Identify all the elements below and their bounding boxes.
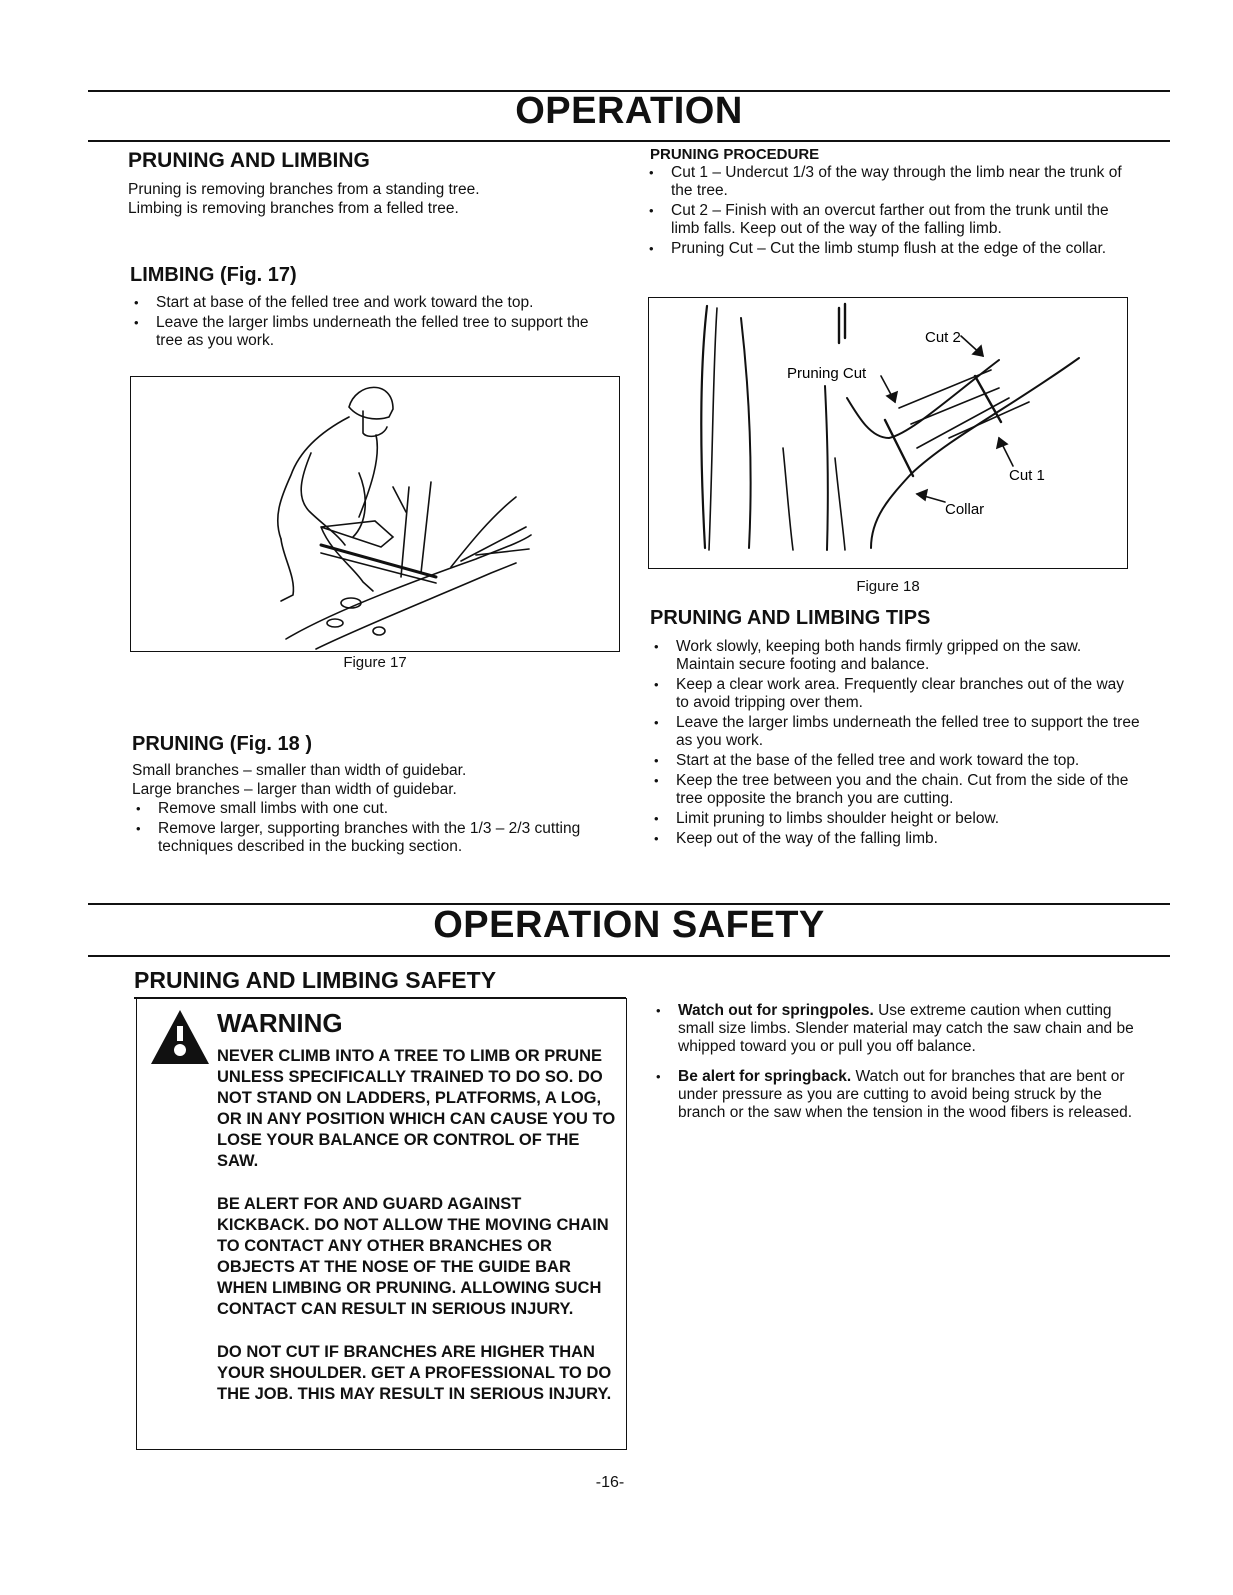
pruning-limbing-definitions (128, 180, 608, 218)
list-item: • Keep the tree between you and the chain. Cut from the side of the tree opposite the branch you are cutting. (650, 772, 1140, 808)
list-item: • Keep a clear work area. Frequently clear branches out of the way to avoid tripping over them. (650, 676, 1140, 712)
figure-17-caption: Figure 17 (343, 654, 407, 671)
warning-paragraph: DO NOT CUT IF BRANCHES ARE HIGHER THAN YOUR SHOULDER. GET A PROFESSIONAL TO DO THE JOB. THIS MAY RESULT IN SERIOUS INJURY. (217, 1343, 612, 1403)
operation-safety-title: OPERATION SAFETY (433, 904, 825, 946)
warning-label: WARNING (217, 1008, 343, 1038)
pruning-bullets (132, 800, 632, 858)
warning-icon (149, 1008, 211, 1066)
collar-label: Collar (945, 501, 985, 518)
figure-18-caption: Figure 18 (856, 578, 920, 595)
springback-text: Watch out for branches that are bent or under pressure as you are cutting to avoid being struck by the branch or the saw when the tension in the wood fibers is released. (678, 1068, 1133, 1121)
list-item (652, 1068, 1142, 1122)
springpoles-lead: Watch out for springpoles. (678, 1002, 874, 1019)
warning-paragraph: BE ALERT FOR AND GUARD AGAINST KICKBACK. DO NOT ALLOW THE MOVING CHAIN TO CONTACT ANY OTHER BRANCHES OR OBJECTS AT THE NOSE OF THE GUIDE BAR WHEN LIMBING OR PRUNING. ALLOWING SUCH CONTACT CAN RESULT IN SERIOUS INJURY. (217, 1195, 609, 1318)
limbing-heading: LIMBING (Fig. 17) (130, 264, 297, 286)
safety-bullets (652, 1002, 1142, 1124)
list-item: • Remove small limbs with one cut. (132, 800, 632, 818)
list-item: • Start at base of the felled tree and work toward the top. (130, 294, 630, 312)
cut-1-label: Cut 1 (1009, 467, 1045, 484)
safety-rule (88, 955, 1170, 957)
page-number: -16- (595, 1474, 625, 1491)
list-item: • Cut 2 – Finish with an overcut farther out from the trunk until the limb falls. Keep out of the way of the falling limb. (645, 202, 1135, 238)
pruning-cut-label: Pruning Cut (787, 365, 867, 382)
list-item: • Cut 1 – Undercut 1/3 of the way through the limb near the trunk of the tree. (645, 164, 1135, 200)
list-item: • Leave the larger limbs underneath the felled tree to support the tree as you work. (650, 714, 1140, 750)
warning-text (217, 1046, 617, 1427)
figure-17 (130, 376, 620, 652)
chainsaw-limbing-illustration (131, 377, 619, 651)
cut-2-label: Cut 2 (925, 329, 961, 346)
warning-paragraph: NEVER CLIMB INTO A TREE TO LIMB OR PRUNE UNLESS SPECIFICALLY TRAINED TO DO SO. DO NOT STAND ON LADDERS, PLATFORMS, A LOG, OR IN ANY POSITION WHICH CAN CAUSE YOU TO LOSE YOUR BALANCE OR CONTROL OF THE SAW. (217, 1047, 616, 1170)
pruning-heading: PRUNING (Fig. 18 ) (132, 733, 313, 755)
tips-bullets (650, 638, 1140, 850)
springback-lead: Be alert for springback. (678, 1068, 852, 1085)
springpoles-text: Use extreme caution when cutting small size limbs. Slender material may catch the saw chain and be whipped toward you or pull you off balance. (678, 1002, 1134, 1055)
tips-heading: PRUNING AND LIMBING TIPS (650, 607, 931, 629)
safety-heading: PRUNING AND LIMBING SAFETY (134, 967, 497, 993)
list-item: • Keep out of the way of the falling limb. (650, 830, 1140, 848)
pruning-definition: Pruning is removing branches from a standing tree. (128, 181, 480, 198)
pruning-procedure-heading: PRUNING PROCEDURE (650, 146, 820, 163)
figure-18 (648, 297, 1128, 569)
list-item: • Leave the larger limbs underneath the felled tree to support the tree as you work. (130, 314, 616, 350)
small-branches-text: Small branches – smaller than width of guidebar. (132, 762, 467, 779)
pruning-branch-sizes (132, 761, 632, 799)
list-item: • Limit pruning to limbs shoulder height or below. (650, 810, 1140, 828)
warning-box (136, 998, 627, 1450)
pruning-procedure-bullets (645, 164, 1135, 260)
large-branches-text: Large branches – larger than width of guidebar. (132, 781, 457, 798)
list-item: • Start at the base of the felled tree and work toward the top. (650, 752, 1140, 770)
limbing-definition: Limbing is removing branches from a felled tree. (128, 200, 459, 217)
pruning-limbing-heading: PRUNING AND LIMBING (128, 149, 370, 172)
operation-rule (88, 140, 1170, 142)
list-item: • Work slowly, keeping both hands firmly gripped on the saw. Maintain secure footing and balance. (650, 638, 1140, 674)
list-item (652, 1002, 1142, 1056)
pruning-cuts-illustration (649, 298, 1127, 568)
list-item: • Pruning Cut – Cut the limb stump flush at the edge of the collar. (645, 240, 1135, 258)
limbing-bullets (130, 294, 630, 352)
list-item: • Remove larger, supporting branches with the 1/3 – 2/3 cutting techniques described in the bucking section. (132, 820, 628, 856)
operation-title: OPERATION (515, 90, 743, 132)
